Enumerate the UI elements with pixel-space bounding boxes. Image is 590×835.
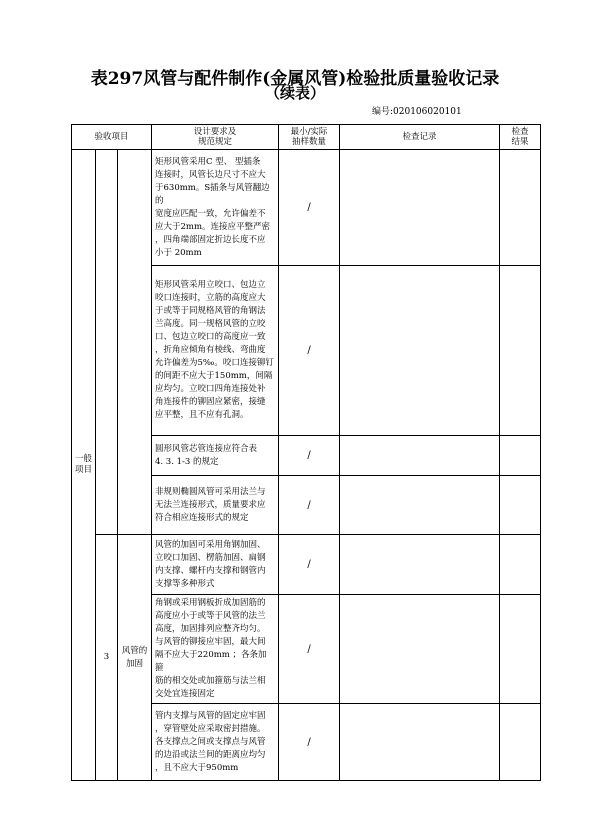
group-name-cell: [118, 150, 152, 535]
group-no-cell: [96, 150, 118, 535]
record-code: 编号:020106020101: [372, 107, 462, 117]
record-cell[interactable]: [340, 150, 500, 266]
page-subtitle: （续表）: [264, 84, 325, 102]
result-cell[interactable]: [500, 150, 541, 266]
sample-cell: /: [279, 150, 340, 266]
record-cell[interactable]: [340, 266, 500, 436]
table-row: [72, 535, 541, 595]
sample-cell: /: [279, 595, 340, 704]
inspection-table: [71, 124, 541, 781]
page-title: 表297风管与配件制作(金属风管)检验批质量验收记录: [90, 69, 500, 89]
requirement-cell: 矩形风管采用C 型、 型插条 连接时，风管长边尺寸不应大 于630mm。S插条与风管翻边的 宽度应匹配一致，允许偏差不 应大于2mm。连接应平整严密 ，四角端部固定折边长度不应 小于 20mm: [152, 150, 279, 266]
category-cell: 一般 项目: [72, 150, 96, 781]
header-min-sample: 最小/实际 抽样数量: [279, 125, 340, 150]
requirement-cell: 管内支撑与风管的固定应牢固 ，穿管壁处应采取密封措施。 各支撑点之间或支撑点与风管 的边沿或法兰间的距离应均匀 ，且不应大于950mm: [152, 704, 279, 781]
sample-cell: /: [279, 436, 340, 476]
requirement-cell: 风管的加固可采用角钢加固、 立咬口加固、楞筋加固、扁钢 内支撑、螺杆内支撑和钢管内 支撑等多种形式: [152, 535, 279, 595]
sample-cell: /: [279, 476, 340, 535]
requirement-cell: 矩形风管采用立咬口、包边立 咬口连接时，立筋的高度应大 于或等于同规格风管的角钢法 兰高度。同一规格风管的立咬 口、包边立咬口的高度应一致 ，折角应倾角有棱线、弯曲度 允许偏差为5‰。咬口连接铆钉 的间距不应大于150mm，间隔 应均匀。立咬口四角连接处补 角连接件的铆固应紧密，接缝 应平整，且不应有孔洞。: [152, 266, 279, 436]
result-cell[interactable]: [500, 704, 541, 781]
result-cell[interactable]: [500, 595, 541, 704]
record-cell[interactable]: [340, 595, 500, 704]
requirement-cell: 角钢或采用钢板折成加固筋的 高度应小于或等于风管的法兰 高度，加固排列应整齐均匀。 与风管的铆接应牢固，最大间 隔不应大于220mm ；各条加箍 筋的相交处或加箍筋与法兰相 交处宜连接固定: [152, 595, 279, 704]
group-no-cell: 3: [96, 535, 118, 781]
requirement-cell: 非规则椭圆风管可采用法兰与 无法兰连接形式，质量要求应 符合相应连接形式的规定: [152, 476, 279, 535]
header-result: 检查 结果: [500, 125, 541, 150]
sample-cell: /: [279, 266, 340, 436]
requirement-cell: 圆形风管芯管连接应符合表 4. 3. 1-3 的规定: [152, 436, 279, 476]
group-name-cell: 风管的 加固: [118, 535, 152, 781]
header-record: 检查记录: [340, 125, 500, 150]
result-cell[interactable]: [500, 266, 541, 436]
record-cell[interactable]: [340, 535, 500, 595]
record-cell[interactable]: [340, 476, 500, 535]
result-cell[interactable]: [500, 436, 541, 476]
header-row: [72, 125, 541, 150]
table-row: [72, 150, 541, 266]
header-item: 验收项目: [72, 125, 152, 150]
result-cell[interactable]: [500, 535, 541, 595]
header-requirement: 设计要求及 规范规定: [152, 125, 279, 150]
sample-cell: /: [279, 704, 340, 781]
result-cell[interactable]: [500, 476, 541, 535]
record-cell[interactable]: [340, 704, 500, 781]
record-cell[interactable]: [340, 436, 500, 476]
sample-cell: /: [279, 535, 340, 595]
